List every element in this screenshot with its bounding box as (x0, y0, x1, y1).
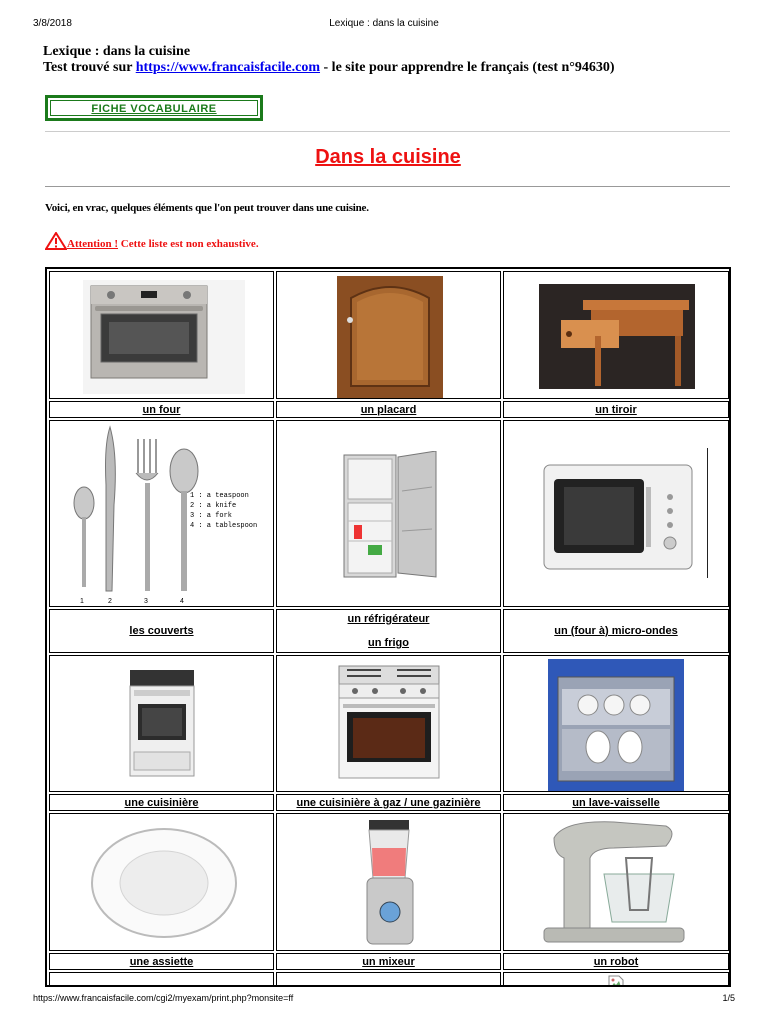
warning-icon (45, 232, 67, 250)
label-cell: une cuisinière à gaz / une gazinière (276, 794, 501, 811)
label-cell: un mixeur (276, 953, 501, 970)
image-cell-mixeur (276, 813, 501, 951)
label-cell: un tiroir (503, 401, 729, 418)
label-cell: un placard (276, 401, 501, 418)
plate-image (90, 826, 238, 940)
site-link[interactable]: https://www.francaisfacile.com (135, 60, 321, 75)
image-cell-gaziniere (276, 655, 501, 792)
image-cell-robot (503, 813, 729, 951)
fiche-vocabulaire-button[interactable] (45, 95, 263, 121)
image-cell-micro-ondes (503, 420, 729, 607)
attention-word: Attention ! (67, 238, 119, 250)
print-date: 3/8/2018 (33, 18, 72, 29)
label-cell: un réfrigérateur un frigo (276, 609, 501, 653)
label-cell: un lave-vaisselle (503, 794, 729, 811)
svg-text:4 : a tablespoon: 4 : a tablespoon (190, 522, 258, 530)
divider (45, 186, 730, 187)
electric-cooker-image (114, 668, 210, 780)
label-cell: un (four à) micro-ondes (503, 609, 729, 653)
intro-source: Test trouvé sur https://www.francaisfacile.com - le site pour apprendre le français (test n°94630) (43, 60, 615, 75)
blender-image (355, 818, 425, 950)
svg-text:2 : a knife: 2 : a knife (190, 502, 237, 510)
svg-text:1 : a teaspoon: 1 : a teaspoon (190, 492, 249, 500)
label-cell: une cuisinière (49, 794, 274, 811)
vocabulary-table (45, 267, 731, 987)
attention-text: Cette liste est non exhaustive. (118, 238, 259, 250)
image-cell-placard (276, 271, 501, 399)
image-cell (503, 972, 729, 987)
dishwasher-image (548, 659, 684, 791)
footer-url: https://www.francaisfacile.com/cgi2/myexam/print.php?monsite=ff (33, 993, 294, 1003)
oven-image (83, 280, 245, 394)
print-title: Lexique : dans la cuisine (329, 18, 439, 29)
page-title: Dans la cuisine (315, 146, 461, 168)
attention-note (45, 232, 259, 250)
image-cell-lave-vaisselle (503, 655, 729, 792)
image-cell (276, 972, 501, 987)
image-cell-tiroir (503, 271, 729, 399)
image-cell-cuisiniere (49, 655, 274, 792)
gas-cooker-image (329, 664, 449, 786)
vertical-line (707, 448, 708, 578)
cutlery-image (66, 425, 262, 605)
broken-image-icon (608, 975, 624, 987)
drawer-image (539, 284, 695, 389)
svg-text:3 : a fork: 3 : a fork (190, 512, 233, 520)
image-cell-couverts (49, 420, 274, 607)
image-cell (49, 972, 274, 987)
svg-text:4: 4 (180, 598, 184, 605)
label-cell: les couverts (49, 609, 274, 653)
image-cell-assiette (49, 813, 274, 951)
fiche-vocabulaire-label: FICHE VOCABULAIRE (50, 100, 258, 116)
intro-title: Lexique : dans la cuisine (43, 44, 191, 59)
stand-mixer-image (534, 818, 700, 948)
fridge-image (324, 451, 454, 581)
label-cell: une assiette (49, 953, 274, 970)
image-cell-frigo (276, 420, 501, 607)
intro-sentence: Voici, en vrac, quelques éléments que l'on peut trouver dans une cuisine. (45, 202, 369, 214)
label-cell: un robot (503, 953, 729, 970)
intro-block (43, 44, 615, 76)
page-number: 1/5 (722, 993, 735, 1003)
label-cell: un four (49, 401, 274, 418)
svg-text:3: 3 (144, 598, 148, 605)
image-cell-four (49, 271, 274, 399)
svg-text:1: 1 (80, 598, 84, 605)
microwave-image (542, 463, 696, 573)
cabinet-door-image (337, 276, 443, 398)
svg-text:2: 2 (108, 598, 112, 605)
divider (45, 131, 730, 132)
